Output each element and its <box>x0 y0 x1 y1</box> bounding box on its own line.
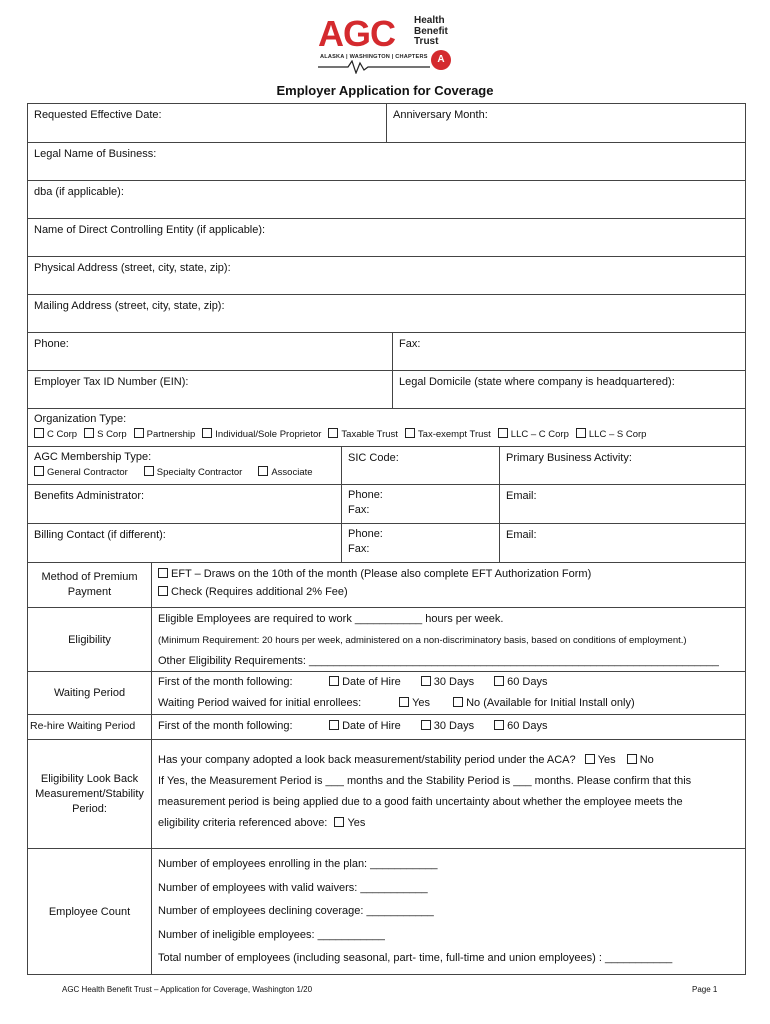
ein-field[interactable]: Employer Tax ID Number (EIN): <box>34 376 189 388</box>
agc-logo <box>318 13 452 74</box>
org-type-option[interactable]: LLC – S Corp <box>576 427 647 442</box>
legal-name-field[interactable]: Legal Name of Business: <box>34 148 157 160</box>
effective-date-field[interactable]: Requested Effective Date: <box>34 109 162 121</box>
benefits-admin-email[interactable]: Email: <box>499 485 745 523</box>
organization-type-options <box>34 429 653 440</box>
checkbox-icon <box>334 817 344 827</box>
rehire-label: Re-hire Waiting Period <box>30 720 136 732</box>
organization-type-section: Organization Type: C Corp S Corp Partnership Individual/Sole Proprietor Taxable Trust Tax-exempt Trust LLC – C Corp LLC – S Corp <box>28 409 745 446</box>
membership-option[interactable]: Associate <box>258 465 312 480</box>
org-type-option[interactable]: LLC – C Corp <box>498 427 569 442</box>
phone-field[interactable]: Phone: <box>34 338 69 350</box>
checkbox-icon <box>585 754 595 764</box>
footer-document-title: AGC Health Benefit Trust – Application for Coverage, Washington 1/20 <box>62 985 313 994</box>
waived-no-option[interactable]: No (Available for Initial Install only) <box>453 693 635 714</box>
checkbox-icon <box>576 428 586 438</box>
logo-chapters: ALASKA | WASHINGTON | CHAPTERS <box>320 54 428 60</box>
eligibility-label: Eligibility <box>68 633 111 646</box>
checkbox-icon <box>627 754 637 764</box>
waiting-period-options: First of the month following: Date of Hire 30 Days 60 Days Waiting Period waived for initial enrollees: Yes No (Available for Initial Install only) <box>151 672 745 714</box>
footer-page-number: Page 1 <box>692 985 718 994</box>
checkbox-icon <box>399 697 409 707</box>
eft-option[interactable]: EFT – Draws on the 10th of the month (Please also complete EFT Authorization Form) <box>158 565 739 583</box>
waiting-period-label: Waiting Period <box>53 687 126 699</box>
checkbox-icon <box>144 466 154 476</box>
checkbox-icon <box>498 428 508 438</box>
rehire-period-option[interactable]: Date of Hire <box>329 718 401 734</box>
premium-payment-label: Method of Premium Payment <box>41 571 138 598</box>
benefits-admin-field[interactable]: Benefits Administrator: <box>34 490 145 502</box>
anniversary-month-field[interactable]: Anniversary Month: <box>386 104 745 142</box>
membership-option[interactable]: General Contractor <box>34 465 128 480</box>
rehire-period-option[interactable]: 30 Days <box>421 718 474 734</box>
org-type-option[interactable]: Tax-exempt Trust <box>405 427 491 442</box>
checkbox-icon <box>84 428 94 438</box>
checkbox-icon <box>134 428 144 438</box>
org-type-option[interactable]: S Corp <box>84 427 127 442</box>
employee-count-details: Number of employees enrolling in the plan: ___________ Number of employees with valid waivers: ___________ Number of employees declining coverage: ___________ Number of ineligible employees: ___________ Total number of employees (including seasonal, part- time, full-time and union employees) : ___________ <box>151 849 745 974</box>
logo-brand: AGC <box>318 13 395 54</box>
lookback-label: Eligibility Look Back Measurement/Stability Period: <box>35 772 144 815</box>
checkbox-icon <box>158 586 168 596</box>
logo-subtitle: Health Benefit Trust <box>414 15 448 47</box>
checkbox-icon <box>494 720 504 730</box>
premium-payment-options <box>151 563 745 607</box>
checkbox-icon <box>421 720 431 730</box>
waiting-period-option[interactable]: 60 Days <box>494 672 547 693</box>
checkbox-icon <box>34 466 44 476</box>
dba-field[interactable]: dba (if applicable): <box>34 186 124 198</box>
lookback-yes-option[interactable]: Yes <box>585 750 616 771</box>
lookback-confirm-yes-option[interactable]: Yes <box>334 813 365 834</box>
checkbox-icon <box>202 428 212 438</box>
application-form <box>27 103 746 975</box>
eligibility-details: Eligible Employees are required to work ___________ hours per week. (Minimum Requirement: 20 hours per week, administered on a non-discriminatory basis, based on conditions of employment.) Other Eligibility Requirements: ___________________________________________________________________ <box>151 608 745 671</box>
page-title: Employer Application for Coverage <box>276 83 494 98</box>
physical-address-field[interactable]: Physical Address (street, city, state, zip): <box>34 262 231 274</box>
heartbeat-line-icon <box>318 60 430 74</box>
domicile-field[interactable]: Legal Domicile (state where company is headquartered): <box>392 371 745 408</box>
checkbox-icon <box>158 568 168 578</box>
employee-count-label: Employee Count <box>48 905 131 918</box>
checkbox-icon <box>453 697 463 707</box>
agc-seal-icon: A <box>431 50 451 70</box>
billing-phone-fax[interactable]: Phone: Fax: <box>341 524 499 562</box>
org-type-option[interactable]: Taxable Trust <box>328 427 398 442</box>
checkbox-icon <box>405 428 415 438</box>
rehire-options: First of the month following: Date of Hire 30 Days 60 Days <box>151 715 745 739</box>
billing-email[interactable]: Email: <box>499 524 745 562</box>
waived-yes-option[interactable]: Yes <box>399 693 430 714</box>
lookback-no-option[interactable]: No <box>627 750 654 771</box>
membership-option[interactable]: Specialty Contractor <box>144 465 243 480</box>
waiting-period-option[interactable]: 30 Days <box>421 672 474 693</box>
checkbox-icon <box>329 676 339 686</box>
fax-field[interactable]: Fax: <box>392 333 745 370</box>
lookback-details: Has your company adopted a look back measurement/stability period under the ACA? Yes No If Yes, the Measurement Period is ___ months and the Stability Period is ___ months. Please confirm that this measurement period is being applied due to a good faith uncertainty about whether the employee meets the eligibility criteria referenced above: Yes <box>151 740 745 848</box>
check-option[interactable]: Check (Requires additional 2% Fee) <box>158 583 739 601</box>
benefits-admin-phone-fax[interactable]: Phone: Fax: <box>341 485 499 523</box>
business-activity-field[interactable]: Primary Business Activity: <box>499 447 745 484</box>
billing-contact-field[interactable]: Billing Contact (if different): <box>34 529 166 541</box>
membership-type-options <box>34 467 329 478</box>
org-type-option[interactable]: C Corp <box>34 427 77 442</box>
checkbox-icon <box>329 720 339 730</box>
waiting-period-option[interactable]: Date of Hire <box>329 672 401 693</box>
mailing-address-field[interactable]: Mailing Address (street, city, state, zip): <box>34 300 225 312</box>
org-type-option[interactable]: Individual/Sole Proprietor <box>202 427 321 442</box>
checkbox-icon <box>34 428 44 438</box>
controlling-entity-field[interactable]: Name of Direct Controlling Entity (if applicable): <box>34 224 266 236</box>
membership-type-section: AGC Membership Type: General Contractor Specialty Contractor Associate <box>28 447 341 484</box>
org-type-option[interactable]: Partnership <box>134 427 196 442</box>
checkbox-icon <box>258 466 268 476</box>
sic-code-field[interactable]: SIC Code: <box>341 447 499 484</box>
checkbox-icon <box>421 676 431 686</box>
rehire-period-option[interactable]: 60 Days <box>494 718 547 734</box>
checkbox-icon <box>494 676 504 686</box>
checkbox-icon <box>328 428 338 438</box>
